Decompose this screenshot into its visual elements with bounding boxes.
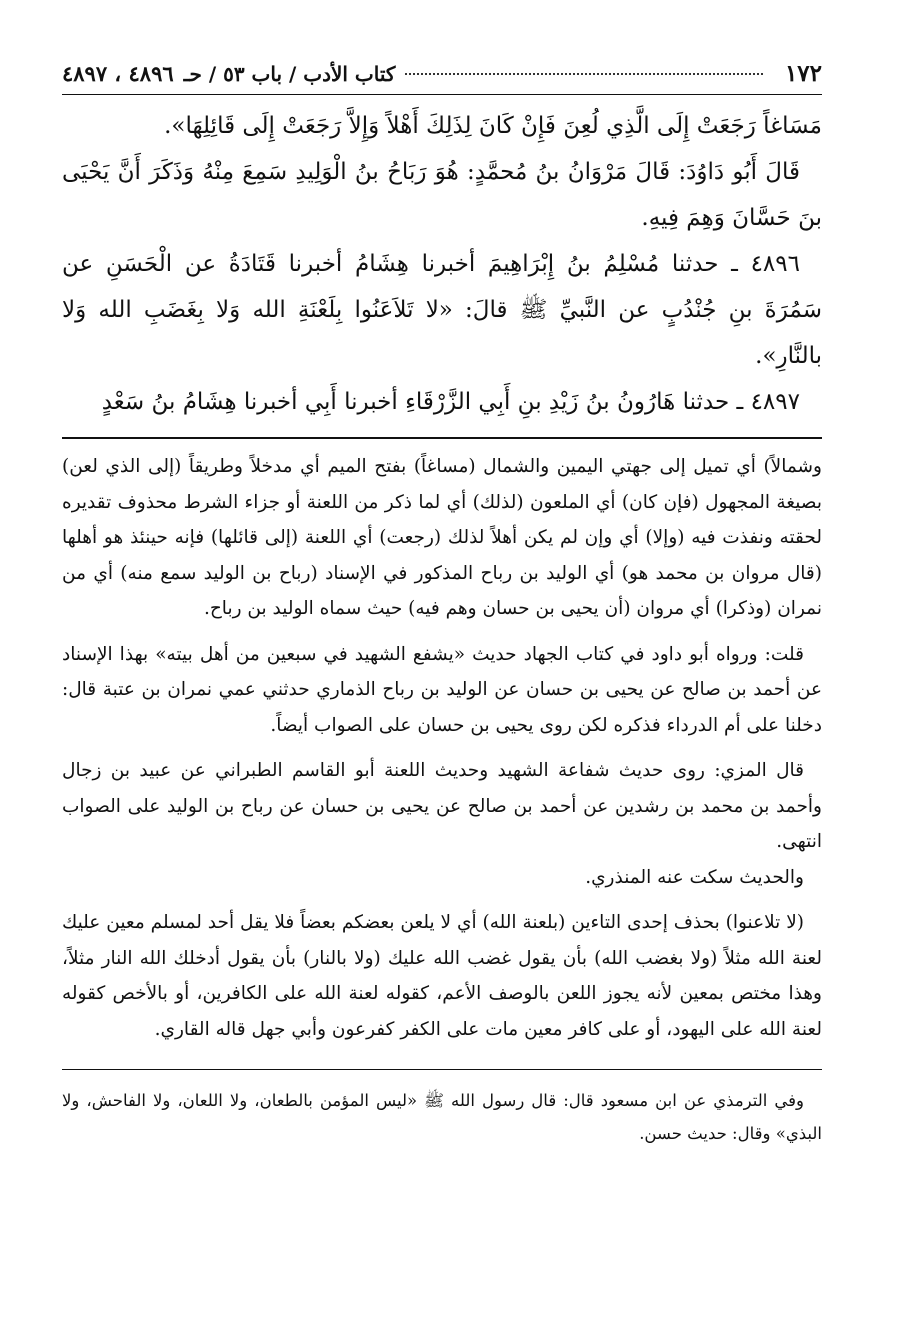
hadith-4896: ٤٨٩٦ ـ حدثنا مُسْلِمُ بنُ إِبْرَاهِيمَ أخبرنا هِشَامُ أخبرنا قَتَادَةُ عن الْحَسَنِ عن سَمُرَةَ بنِ جُنْدُبٍ عن النَّبيِّ ﷺ قالَ: «لا تَلاَعَنُوا بِلَعْنَةِ الله وَلا بِغَضَبِ الله وَلا بالنَّارِ». xyxy=(62,251,822,369)
book-page xyxy=(62,60,822,1150)
hadith-line: قَالَ أَبُو دَاوُدَ: قَالَ مَرْوَانُ بنُ مُحمَّدٍ: هُوَ رَبَاحُ بنُ الْوَلِيدِ سَمِعَ مِنْهُ وَذَكَرَ أَنَّ يَحْيَى بنَ حَسَّانَ وَهِمَ فِيهِ. xyxy=(62,159,822,231)
header-hadith-refs: ٤٨٩٦ ، ٤٨٩٧ xyxy=(62,61,174,86)
header-dots xyxy=(405,73,763,75)
commentary-paragraph: والحديث سكت عنه المنذري. xyxy=(585,866,804,888)
commentary-divider xyxy=(62,437,822,439)
header-title: كتاب الأدب / باب ٥٣ / حـ xyxy=(183,62,396,86)
footnote-divider xyxy=(62,1069,822,1070)
hadith-text xyxy=(62,95,822,425)
running-header xyxy=(62,60,822,94)
commentary xyxy=(62,449,822,1047)
commentary-paragraph: قال المزي: روى حديث شفاعة الشهيد وحديث اللعنة أبو القاسم الطبراني عن عبيد بن زجال وأحمد بن محمد بن رشدين عن أحمد بن صالح عن يحيى بن حسان عن رباح بن الوليد على الصواب انتهى. xyxy=(62,760,822,852)
page-number: ١٧٢ xyxy=(784,60,822,87)
footnote-text: وفي الترمذي عن ابن مسعود قال: قال رسول الله ﷺ «ليس المؤمن بالطعان، ولا اللعان، ولا الفاحش، ولا البذي» وقال: حديث حسن. xyxy=(62,1091,822,1143)
commentary-paragraph: وشمالاً) أي تميل إلى جهتي اليمين والشمال (مساغاً) بفتح الميم أي مدخلاً وطريقاً (إلى الذي لعن) بصيغة المجهول (فإن كان) أي الملعون (لذلك) أي لما ذكر من اللعنة أو جزاء الشرط محذوف تقديره لحقته ونفذت فيه (وإلا) أي وإن لم يكن أهلاً لذلك (رجعت) أي اللعنة (إلى قائلها) فإنه حينئذ هو أهلها (قال مروان بن محمد هو) أي الوليد بن رباح المذكور في الإسناد (رباح بن الوليد سمع منه) أي من نمران (وذكرا) أي مروان (أن يحيى بن حسان وهم فيه) حيث سماه الوليد بن رباح. xyxy=(62,456,822,619)
hadith-line: مَسَاغاً رَجَعَتْ إِلَى الَّذِي لُعِنَ فَإِنْ كَانَ لِذَلِكَ أَهْلاً وَإِلاَّ رَجَعَتْ إِلَى قَائِلِهَا». xyxy=(164,113,822,139)
hadith-4897: ٤٨٩٧ ـ حدثنا هَارُونُ بنُ زَيْدِ بنِ أَبِي الزَّرْقَاءِ أخبرنا أَبِي أخبرنا هِشَامُ بنُ سَعْدٍ xyxy=(101,389,800,415)
commentary-paragraph: قلت: ورواه أبو داود في كتاب الجهاد حديث «يشفع الشهيد في سبعين من أهل بيته» بهذا الإسناد عن أحمد بن صالح عن يحيى بن حسان عن الوليد بن رباح الذماري حدثني عمي نمران بن عتبة قال: دخلنا على أم الدرداء فذكره لكن روى يحيى بن حسان على الصواب أيضاً. xyxy=(62,643,822,736)
footnote xyxy=(62,1084,822,1150)
commentary-paragraph: (لا تلاعنوا) بحذف إحدى التاءين (بلعنة الله) أي لا يلعن بعضكم بعضاً فلا يقل أحد لمسلم معين عليك لعنة الله مثلاً (ولا بغضب الله) بأن يقول غضب الله عليك (ولا بالنار) بأن يقول أدخلك الله النار مثلاً، وهذا مختص بمعين لأنه يجوز اللعن بالوصف الأعم، كقوله لعنة الله على الكافرين، أو بالأخص كقوله لعنة الله على اليهود، أو على كافر معين مات على الكفر كفرعون وأبي جهل قاله القاري. xyxy=(62,912,822,1040)
